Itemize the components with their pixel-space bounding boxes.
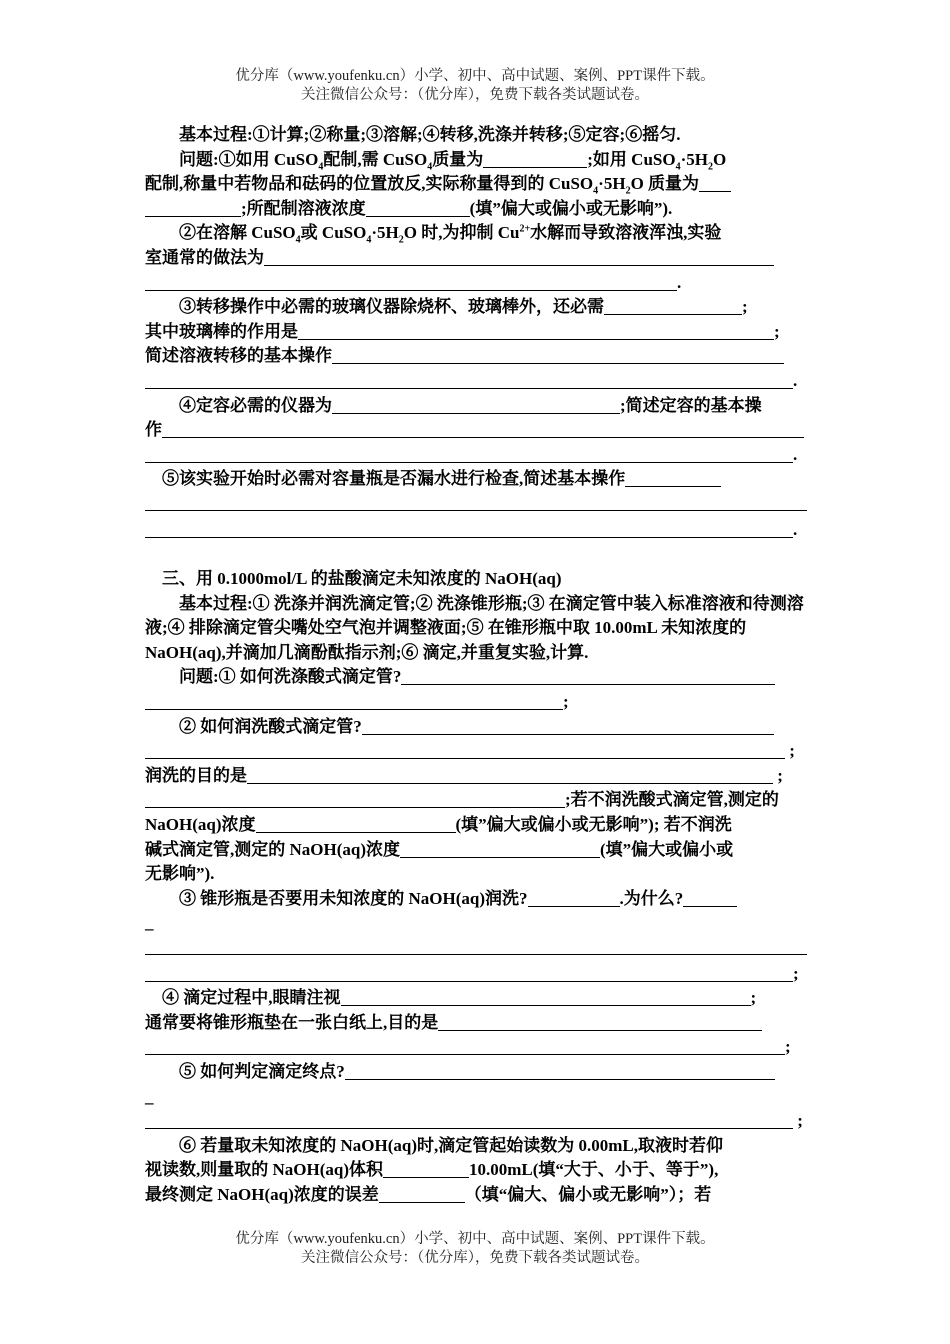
answer-blank[interactable] [379,1184,465,1203]
sec3-question-4-end: ; [145,1035,807,1060]
sec3-question-3-end: ; [145,962,807,987]
sec2-question-1-cont: 配制,称量中若物品和砝码的位置放反,实际称量得到的 $CuSO_4\cdot 5H_2O$ 质量为 [145,172,807,197]
answer-blank[interactable] [247,765,773,784]
sec3-question-2-purpose: 润洗的目的是 ; [145,765,783,785]
sec3-question-1-end: ; [145,690,807,715]
sec3-title: 三、用 0.1000mol/L 的盐酸滴定未知浓度的 NaOH(aq) [162,569,562,589]
sec2-question-2: ②在溶解 CuSO$_4$或 $CuSO_4\cdot 5H_2O$ 时,为抑制 $Cu^{2+}$水解而导致溶液浑浊,实验 [179,223,722,246]
answer-blank[interactable] [145,1110,793,1129]
footer-line-2: 关注微信公众号：（优分库），免费下载各类试题试卷。 [301,1250,649,1266]
sec3-process: 基本过程:① 洗涤并润洗滴定管;② 洗涤锥形瓶;③ 在滴定管中装入标准溶液和待测溶液;④ 排除滴定管尖嘴处空气泡并调整液面;⑤ 在锥形瓶中取 10.00mL 未知浓度的 NaOH(aq),并滴加几滴酚酞指示剂;⑥ 滴定,并重复实验,计算. [145,593,804,662]
answer-blank[interactable] [332,345,784,364]
sec2-question-3-rod: 其中玻璃棒的作用是 ; [145,321,780,341]
answer-blank[interactable] [383,1159,469,1178]
sec2-question-1-end: ;所配制溶液浓度 (填”偏大或偏小或无影响”). [145,197,807,222]
sec2-question-2-end: . [145,271,807,296]
answer-blank[interactable] [332,395,620,414]
sec2-question-5-end: . [145,518,807,543]
sec2-question-1: 问题:①如用 CuSO$_4$配制,需 CuSO$_4$质量为 ;如用 $CuSO_4\cdot 5H_2O$ [179,149,727,172]
footer-line-1: 优分库（www.youfenku.cn）小学、初中、高中试题、案例、PPT课件下载。 [235,1231,715,1247]
answer-blank[interactable] [145,444,793,463]
answer-blank[interactable] [341,987,751,1006]
answer-blank[interactable] [345,1061,775,1080]
sec3-question-4-paper: 通常要将锥形瓶垫在一张白纸上,目的是 [145,1011,807,1036]
sec2-question-5: ⑤该实验开始时必需对容量瓶是否漏水进行检查,简述基本操作 [145,467,807,492]
sec3-question-6-error: 最终测定 NaOH(aq)浓度的误差 （填“偏大、偏小或无影响”）；若 [145,1184,712,1204]
sec2-question-3: ③转移操作中必需的玻璃仪器除烧杯、玻璃棒外，还必需 ; [179,297,748,317]
sec3-question-1: 问题:① 如何洗涤酸式滴定管? [145,665,807,690]
sec2-question-3-end: . [145,369,807,394]
answer-blank[interactable] [401,666,775,685]
answer-blank[interactable] [366,198,470,217]
answer-blank[interactable] [604,296,742,315]
answer-blank[interactable] [145,740,785,759]
sec3-question-4: ④ 滴定过程中,眼睛注视 ; [162,988,757,1008]
answer-blank[interactable] [528,888,620,907]
sec2-question-4: ④定容必需的仪器为 ;简述定容的基本操 [179,395,762,415]
answer-blank[interactable] [145,370,793,389]
answer-blank[interactable] [298,321,774,340]
answer-blank[interactable] [483,149,587,168]
sec3-question-2-base-end: 无影响”). [145,864,215,884]
answer-line[interactable] [145,492,807,511]
answer-blank[interactable] [145,519,793,538]
answer-blank[interactable] [145,272,677,291]
page-footer [0,1230,950,1268]
answer-blank[interactable] [264,247,774,266]
answer-blank[interactable] [683,888,737,907]
sec3-question-5-mark: _ [145,1086,154,1106]
sec3-question-6-volume: 视读数,则量取的 NaOH(aq)体积 10.00mL(填“大于、小于、等于”), [145,1160,719,1180]
answer-blank[interactable] [699,173,731,192]
sec2-question-4-cont: 作 [145,418,807,443]
answer-blank[interactable] [145,789,565,808]
answer-blank[interactable] [256,814,456,833]
answer-blank[interactable] [438,1012,762,1031]
page-header [0,67,950,105]
sec2-question-4-end: . [145,443,807,468]
answer-blank[interactable] [145,1036,785,1055]
sec2-process: 基本过程:①计算;②称量;③溶解;④转移,洗涤并转移;⑤定容;⑥摇匀. [179,125,681,144]
answer-blank[interactable] [625,468,721,487]
answer-blank[interactable] [145,198,241,217]
sec3-question-5-end: ; [145,1109,807,1134]
sec3-question-2: ② 如何润洗酸式滴定管? [145,715,807,740]
sec3-question-5: ⑤ 如何判定滴定终点? [145,1060,807,1085]
answer-blank[interactable] [145,963,793,982]
sec3-question-2-acid: ;若不润洗酸式滴定管,测定的 [145,788,807,813]
answer-line[interactable] [145,936,807,955]
sec3-question-3: ③ 锥形瓶是否要用未知浓度的 NaOH(aq)润洗? .为什么? [145,887,807,912]
sec2-question-3-transfer: 简述溶液转移的基本操作 [145,344,807,369]
sec2-question-2-cont: 室通常的做法为 [145,246,807,271]
answer-blank[interactable] [400,839,600,858]
sec3-question-2-acid-2: NaOH(aq)浓度 (填”偏大或偏小或无影响”); 若不润洗 [145,815,732,835]
sec3-question-3-mark: _ [145,913,154,933]
sec3-question-6: ⑥ 若量取未知浓度的 NaOH(aq)时,滴定管起始读数为 0.00mL,取液时若仰 [179,1135,723,1155]
answer-blank[interactable] [162,419,804,438]
sec3-question-2-line: ; [145,739,807,764]
answer-blank[interactable] [362,716,774,735]
answer-blank[interactable] [145,691,563,710]
header-line-2: 关注微信公众号：（优分库），免费下载各类试题试卷。 [301,87,649,103]
sec3-question-2-base: 碱式滴定管,测定的 NaOH(aq)浓度 (填”偏大或偏小或 [145,839,734,859]
document-body [145,123,807,1208]
header-line-1: 优分库（www.youfenku.cn）小学、初中、高中试题、案例、PPT课件下载。 [235,68,715,84]
